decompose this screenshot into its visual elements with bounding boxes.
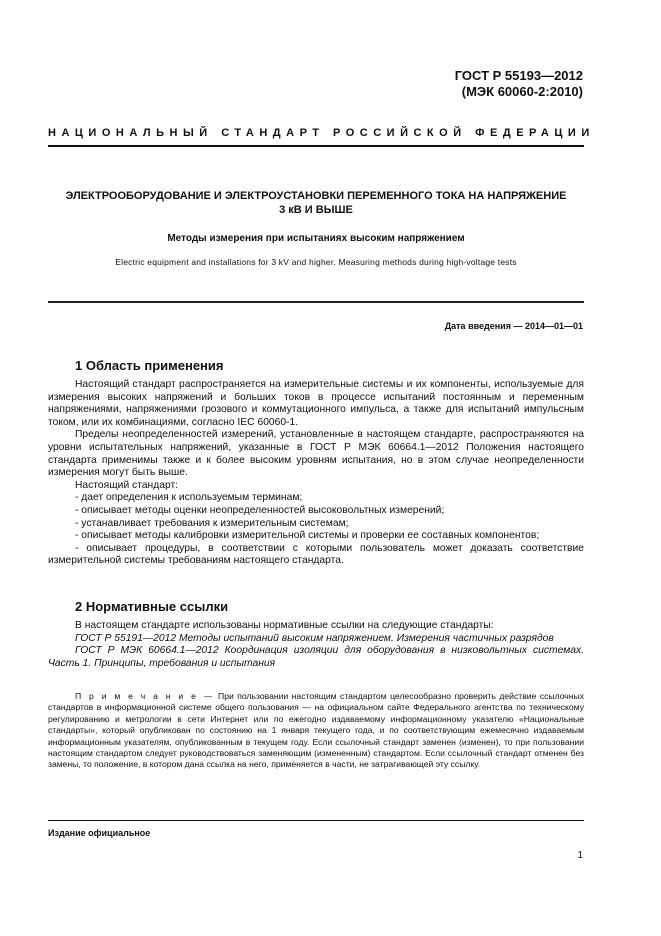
section-1-heading: 1 Область применения bbox=[75, 358, 224, 373]
page-number: 1 bbox=[577, 850, 583, 861]
paragraph: Настоящий стандарт: bbox=[75, 479, 179, 491]
list-item: - описывает методы оценки неопределенностей высоковольтных измерений; bbox=[75, 504, 445, 516]
list-item: - описывает методы калибровки измерительной системы и проверки ее составных компонентов; bbox=[75, 530, 540, 542]
document-title-line2: 3 кВ И ВЫШЕ bbox=[279, 204, 353, 216]
paragraph: Пределы неопределенностей измерений, установленные в настоящем стандарте, распространяются на уровни испытательных напряжений, указанные в ГОСТ Р МЭК 60664.1—2012 Положения настоящего стандарта применимы также и к более высоким уровням испытания, но в этом случае неопределенности измерения могут быть выше. bbox=[48, 429, 584, 479]
introduction-date: Дата введения — 2014—01—01 bbox=[444, 321, 583, 331]
edition-label: Издание официальное bbox=[48, 828, 151, 838]
document-title-line1: ЭЛЕКТРООБОРУДОВАНИЕ И ЭЛЕКТРОУСТАНОВКИ ПЕРЕМЕННОГО ТОКА НА НАПРЯЖЕНИЕ bbox=[65, 190, 567, 202]
list-item: - описывает процедуры, в соответствии с которыми пользователь может доказать соответствие измерительной системы требованиям настоящего стандарта. bbox=[48, 542, 584, 567]
note-text: При пользовании настоящим стандартом целесообразно проверить действие ссылочных стандартов в информационной системе общего пользования — на официальном сайте Федерального агентства по техническому регулированию и метрологии в сети Интернет или по ежегодно издаваемому информационному указателю «Национальные стандарты», который опубликован по состоянию на 1 января текущего года, и по соответствующим ежемесячно издаваемым информационным указателям, опубликованным в текущем году. Если ссылочный стандарт заменен (изменен), то при пользовании настоящим стандартом следует руководствоваться заменяющим (измененным) стандартом. Если ссылочный стандарт отменен без замены, то положение, в котором дана ссылка на него, применяется в части, не затрагивающей эту ссылку. bbox=[48, 691, 585, 770]
reference-item: ГОСТ Р МЭК 60664.1—2012 Координация изоляции для оборудования в низковольтных системах. Часть 1. Принципы, требования и испытания bbox=[48, 645, 584, 669]
english-title: Electric equipment and installations for 3 kV and higher. Measuring methods during high-voltage tests bbox=[115, 257, 517, 267]
section-1-body bbox=[48, 379, 584, 568]
section-2-heading: 2 Нормативные ссылки bbox=[75, 599, 229, 614]
list-item: - устанавливает требования к измерительным системам; bbox=[75, 517, 349, 529]
iec-code: (МЭК 60060-2:2010) bbox=[461, 84, 583, 99]
note-label: П р и м е ч а н и е — bbox=[75, 691, 215, 701]
divider bbox=[48, 301, 584, 303]
section-2-body bbox=[48, 620, 584, 670]
document-title bbox=[48, 189, 584, 217]
list-item: - дает определения к используемым терминам; bbox=[75, 492, 303, 504]
paragraph: Настоящий стандарт распространяется на измерительные системы и их компоненты, используемые для измерения высоких напряжений и больших токов в процессе испытаний постоянным и переменным напряжениями, напряжениями грозового и коммутационного импульса, а также для испытаний импульсным током, или их комбинациями, согласно IEC 60060-1. bbox=[48, 379, 584, 428]
document-subtitle: Методы измерения при испытаниях высоким напряжением bbox=[167, 233, 465, 244]
national-standard-title: НАЦИОНАЛЬНЫЙ СТАНДАРТ РОССИЙСКОЙ ФЕДЕРАЦИИ bbox=[48, 127, 595, 139]
reference-item: ГОСТ Р 55191—2012 Методы испытаний высоким напряжением. Измерения частичных разрядов bbox=[75, 632, 554, 644]
standard-code: ГОСТ Р 55193—2012 bbox=[454, 68, 583, 83]
note bbox=[48, 691, 584, 771]
divider bbox=[48, 145, 584, 147]
standard-code-block bbox=[455, 68, 583, 100]
paragraph: В настоящем стандарте использованы нормативные ссылки на следующие стандарты: bbox=[75, 620, 494, 631]
footer-divider bbox=[48, 820, 584, 821]
